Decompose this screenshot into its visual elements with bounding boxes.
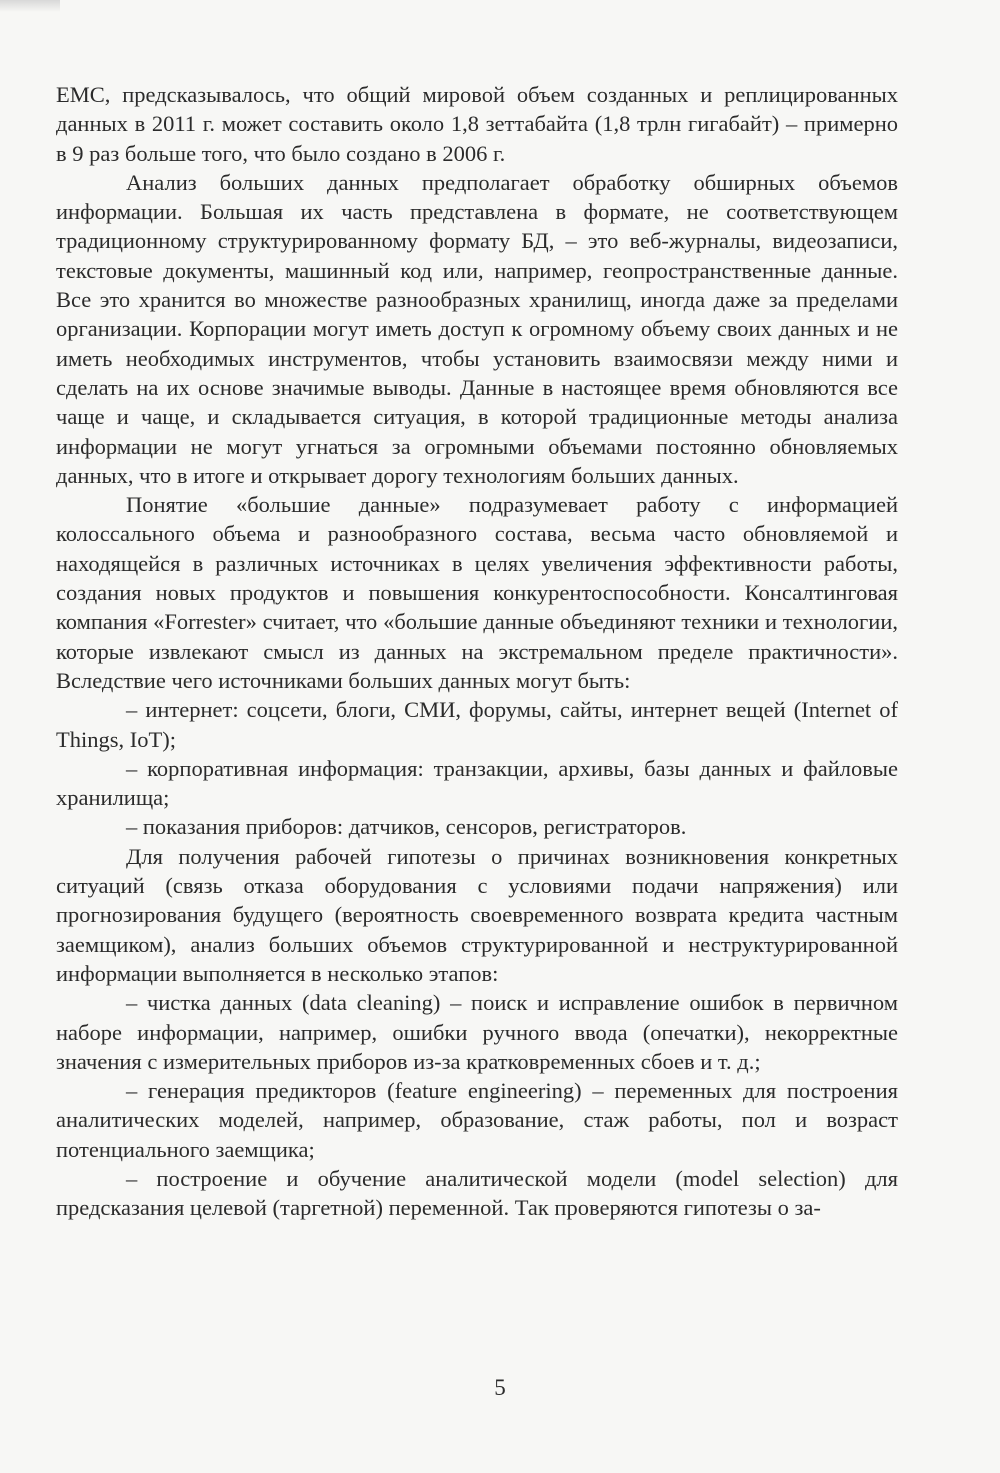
page-body [56,80,898,1223]
scan-corner-shadow [0,0,60,12]
paragraph-big-data-analysis: Анализ больших данных предполагает обработку обширных объемов информации. Большая их часть представлена в формате, не соответствующем традиционному структурированному формату БД, – это веб-журналы, видеозаписи, текстовые документы, машинный код или, например, геопространственные данные. Все это хранится во множестве разнообразных хранилищ, иногда даже за пределами организации. Корпорации могут иметь доступ к огромному объему своих данных и не иметь необходимых инструментов, чтобы установить взаимосвязи между ними и сделать на их основе значимые выводы. Данные в настоящее время обновляются все чаще и чаще, и складывается ситуация, в которой традиционные методы анализа информации не могут угнаться за огромными объемами постоянно обновляемых данных, что в итоге и открывает дорогу технологиям больших данных. [56,169,898,488]
list-item-data-cleaning: – чистка данных (data cleaning) – поиск и исправление ошибок в первичном наборе информации, например, ошибки ручного ввода (опечатки), некорректные значения с измерительных приборов из-за кратковременных сбоев и т. д.; [56,990,898,1074]
list-item-feature-engineering: – генерация предикторов (feature engineering) – переменных для построения аналитических моделей, например, образование, стаж работы, пол и возраст потенциального заемщика; [56,1078,898,1162]
paragraph-analysis-stages: Для получения рабочей гипотезы о причинах возникновения конкретных ситуаций (связь отказа оборудования с условиями подачи напряжения) или прогнозирования будущего (вероятность своевременного возврата кредита частным заемщиком), анализ больших объемов структурированной и неструктурированной информации выполняется в несколько этапов: [56,843,898,986]
list-item-instrument-readings: – показания приборов: датчиков, сенсоров, регистраторов. [126,814,687,840]
page-number: 5 [494,1375,506,1400]
paragraph-emc-volume: EMC, предсказывалось, что общий мировой объем созданных и реплицированных данных в 2011 г. может составить около 1,8 зеттабайта (1,8 трлн гигабайт) – примерно в 9 раз больше того, что было создано в 2006 г. [56,82,898,166]
list-item-model-selection: – построение и обучение аналитической модели (model selection) для предсказания целевой (таргетной) переменной. Так проверяются гипотезы о за- [56,1165,898,1221]
list-item-corporate-info: – корпоративная информация: транзакции, архивы, базы данных и файловые хранилища; [56,755,898,811]
list-item-internet: – интернет: соцсети, блоги, СМИ, форумы, сайты, интернет вещей (Internet of Things, IoT); [56,697,898,752]
paragraph-big-data-concept: Понятие «большие данные» подразумевает работу с информацией колоссального объема и разнообразного состава, весьма часто обновляемой и находящейся в различных источниках в целях увеличения эффективности работы, создания новых продуктов и повышения конкурентоспособности. Консалтинговая компания «Forrester» считает, что «большие данные объединяют техники и технологии, которые извлекают смысл из данных на экстремальном пределе практичности». Вследствие чего источниками больших данных могут быть: [56,492,898,693]
